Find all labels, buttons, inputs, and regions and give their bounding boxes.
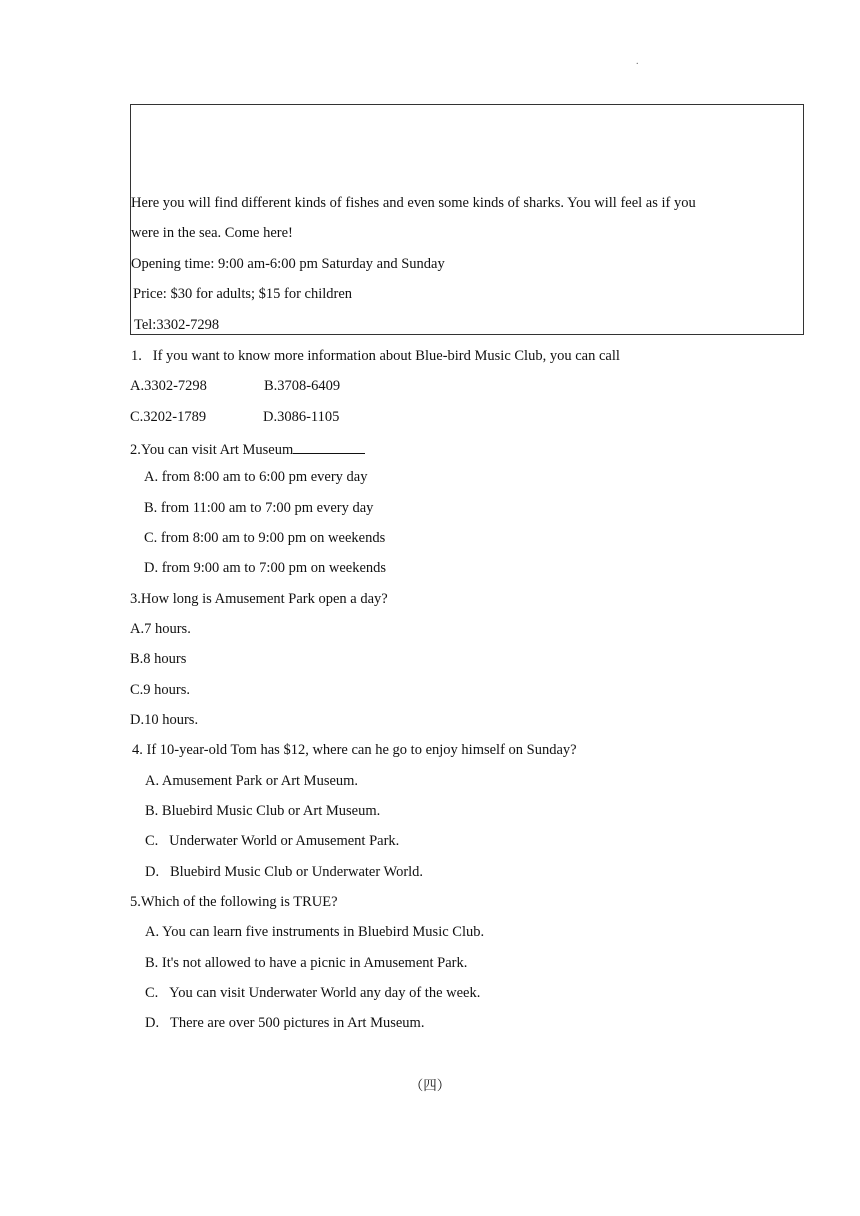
question-3-option-d: D.10 hours. <box>130 712 199 728</box>
notice-tel: Tel:3302-7298 <box>134 317 220 333</box>
notice-price: Price: $30 for adults; $15 for children <box>133 286 353 302</box>
question-4-option-b: B. Bluebird Music Club or Art Museum. <box>145 803 381 819</box>
question-5-option-a: A. You can learn five instruments in Bluebird Music Club. <box>145 924 485 940</box>
question-3-option-a: A.7 hours. <box>130 621 191 637</box>
underwater-world-notice <box>130 104 804 335</box>
answer-blank <box>293 439 365 454</box>
question-2-stem: 2.You can visit Art Museum <box>130 442 294 458</box>
question-3-stem: 3.How long is Amusement Park open a day? <box>130 591 388 607</box>
section-footer: （四） <box>409 1078 451 1093</box>
notice-description-line-2: were in the sea. Come here! <box>131 225 293 241</box>
question-1-option-c: C.3202-1789 <box>130 409 207 425</box>
question-5-stem: 5.Which of the following is TRUE? <box>130 894 338 910</box>
question-1-option-d: D.3086-1105 <box>263 409 340 425</box>
question-4-option-c: C. Underwater World or Amusement Park. <box>145 833 400 849</box>
question-2-option-b: B. from 11:00 am to 7:00 pm every day <box>144 500 374 516</box>
question-4-option-a: A. Amusement Park or Art Museum. <box>145 773 359 789</box>
question-1-option-a: A.3302-7298 <box>130 378 207 394</box>
question-3-option-b: B.8 hours <box>130 651 187 667</box>
header-mark: . <box>636 56 639 67</box>
question-5-option-d: D. There are over 500 pictures in Art Museum. <box>145 1015 425 1031</box>
question-1-option-b: B.3708-6409 <box>264 378 341 394</box>
notice-description-line-1: Here you will find different kinds of fishes and even some kinds of sharks. You will feel as if you <box>131 195 696 211</box>
question-2-option-a: A. from 8:00 am to 6:00 pm every day <box>144 469 368 485</box>
question-4-stem: 4. If 10-year-old Tom has $12, where can he go to enjoy himself on Sunday? <box>132 742 577 758</box>
question-1-stem: 1. If you want to know more information about Blue-bird Music Club, you can call <box>131 348 620 364</box>
question-5-option-c: C. You can visit Underwater World any day of the week. <box>145 985 481 1001</box>
question-3-option-c: C.9 hours. <box>130 682 191 698</box>
question-2-option-d: D. from 9:00 am to 7:00 pm on weekends <box>144 560 387 576</box>
question-2-stem-line <box>130 439 365 459</box>
notice-opening-time: Opening time: 9:00 am-6:00 pm Saturday and Sunday <box>131 256 445 272</box>
question-4-option-d: D. Bluebird Music Club or Underwater World. <box>145 864 424 880</box>
question-2-option-c: C. from 8:00 am to 9:00 pm on weekends <box>144 530 386 546</box>
question-5-option-b: B. It's not allowed to have a picnic in Amusement Park. <box>145 955 468 971</box>
